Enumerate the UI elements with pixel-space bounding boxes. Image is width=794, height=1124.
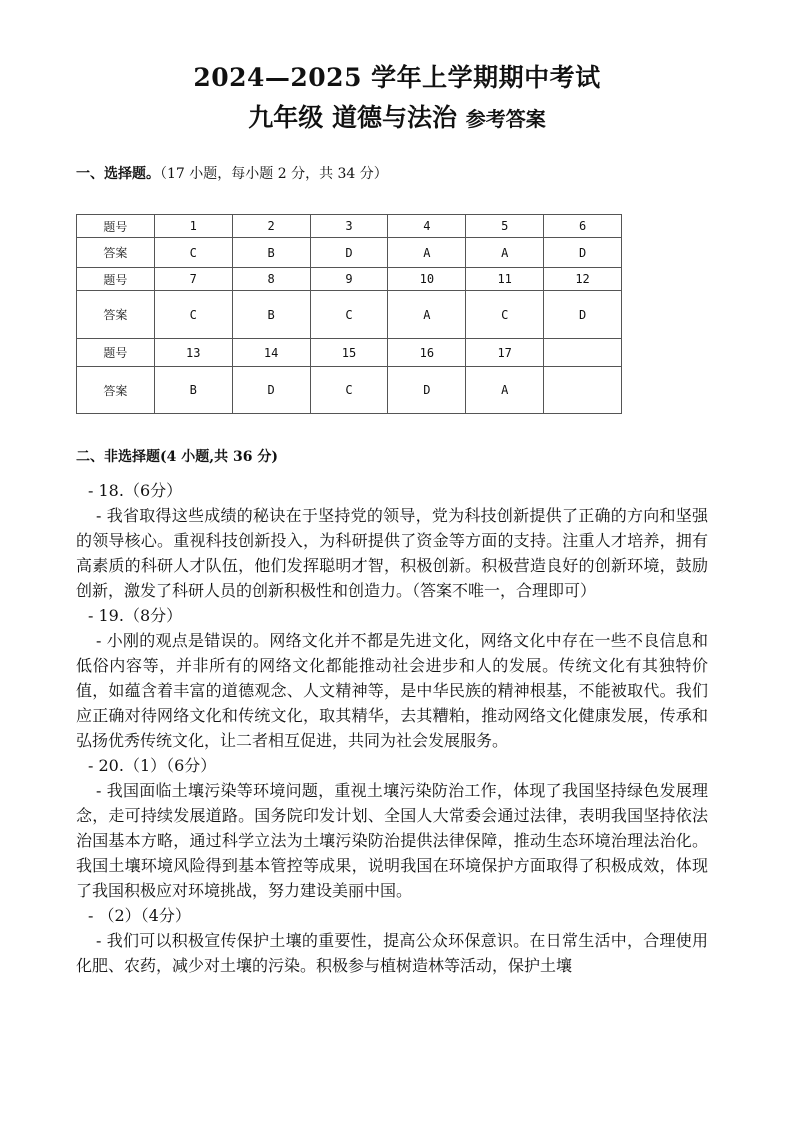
answer-cell: C [154, 238, 232, 268]
answer-key-label: 参考答案 [465, 107, 546, 131]
table-row-numbers [77, 339, 622, 367]
answer-cell: D [232, 367, 310, 414]
document-title: 2024—2025 学年上学期期中考试 [193, 63, 601, 92]
answer-cell: D [544, 238, 622, 268]
num-cell: 12 [544, 268, 622, 291]
num-cell: 17 [466, 339, 544, 367]
num-cell: 4 [388, 215, 466, 238]
answer-paragraph: - 我省取得这些成绩的秘诀在于坚持党的领导，党为科技创新提供了正确的方向和坚强的领导核心。重视科技创新投入，为科研提供了资金等方面的支持。注重人才培养，拥有高素质的科研人才队伍，他们发挥聪明才智，积极创新。积极营造良好的创新环境，鼓励创新，激发了科研人员的创新积极性和创造力。（答案不唯一，合理即可） [76, 506, 708, 600]
question-label: - （2）（4分） [88, 906, 191, 925]
answer-cell: A [388, 291, 466, 339]
section1-heading [76, 163, 388, 183]
answer-cell: B [154, 367, 232, 414]
answer-cell: D [310, 238, 388, 268]
answers-body [76, 478, 708, 978]
document-subtitle [0, 98, 794, 134]
num-cell: 13 [154, 339, 232, 367]
num-label-cell: 题号 [77, 268, 155, 291]
answer-cell: A [466, 238, 544, 268]
answer-cell: C [310, 291, 388, 339]
question-label: - 20.（1）（6分） [88, 756, 217, 775]
table-row-answers [77, 291, 622, 339]
num-cell: 10 [388, 268, 466, 291]
num-label-cell: 题号 [77, 339, 155, 367]
num-cell: 9 [310, 268, 388, 291]
ans-label-cell: 答案 [77, 291, 155, 339]
num-cell: 2 [232, 215, 310, 238]
num-cell: 15 [310, 339, 388, 367]
section1-title: 一、选择题。 [76, 166, 160, 182]
num-cell: 6 [544, 215, 622, 238]
table-row-answers [77, 238, 622, 268]
num-cell: 1 [154, 215, 232, 238]
num-cell: 7 [154, 268, 232, 291]
subject-title: 九年级 道德与法治 [248, 103, 457, 132]
num-label-cell: 题号 [77, 215, 155, 238]
answer-paragraph: - 我们可以积极宣传保护土壤的重要性，提高公众环保意识。在日常生活中，合理使用化肥、农药，减少对土壤的污染。积极参与植树造林等活动，保护土壤 [76, 931, 708, 975]
answer-table [76, 214, 622, 414]
num-cell: 3 [310, 215, 388, 238]
ans-label-cell: 答案 [77, 238, 155, 268]
question-label: - 19.（8分） [88, 606, 183, 625]
num-cell: 11 [466, 268, 544, 291]
section1-note: （17 小题，每小题 2 分，共 34 分） [160, 166, 388, 182]
num-cell: 5 [466, 215, 544, 238]
table-row-numbers [77, 215, 622, 238]
answer-cell: B [232, 238, 310, 268]
section2-heading: 二、非选择题(4 小题,共 36 分) [76, 449, 278, 465]
answer-cell [544, 367, 622, 414]
table-row-answers [77, 367, 622, 414]
answer-paragraph: - 我国面临土壤污染等环境问题，重视土壤污染防治工作，体现了我国坚持绿色发展理念，走可持续发展道路。国务院印发计划、全国人大常委会通过法律，表明我国坚持依法治国基本方略，通过科学立法为土壤污染防治提供法律保障，推动生态环境治理法治化。我国土壤环境风险得到基本管控等成果，说明我国在环境保护方面取得了积极成效，体现了我国积极应对环境挑战，努力建设美丽中国。 [76, 781, 708, 900]
answer-cell: B [232, 291, 310, 339]
num-cell: 14 [232, 339, 310, 367]
num-cell: 16 [388, 339, 466, 367]
answer-cell: A [388, 238, 466, 268]
num-cell [544, 339, 622, 367]
answer-cell: C [154, 291, 232, 339]
answer-cell: D [388, 367, 466, 414]
answer-cell: C [466, 291, 544, 339]
num-cell: 8 [232, 268, 310, 291]
table-row-numbers [77, 268, 622, 291]
answer-cell: A [466, 367, 544, 414]
answer-paragraph: - 小刚的观点是错误的。网络文化并不都是先进文化，网络文化中存在一些不良信息和低俗内容等，并非所有的网络文化都能推动社会进步和人的发展。传统文化有其独特价值，如蕴含着丰富的道德观念、人文精神等，是中华民族的精神根基，不能被取代。我们应正确对待网络文化和传统文化，取其精华，去其糟粕，推动网络文化健康发展，传承和弘扬优秀传统文化，让二者相互促进，共同为社会发展服务。 [76, 631, 708, 750]
answer-cell: D [544, 291, 622, 339]
question-label: - 18.（6分） [88, 481, 183, 500]
ans-label-cell: 答案 [77, 367, 155, 414]
answer-cell: C [310, 367, 388, 414]
